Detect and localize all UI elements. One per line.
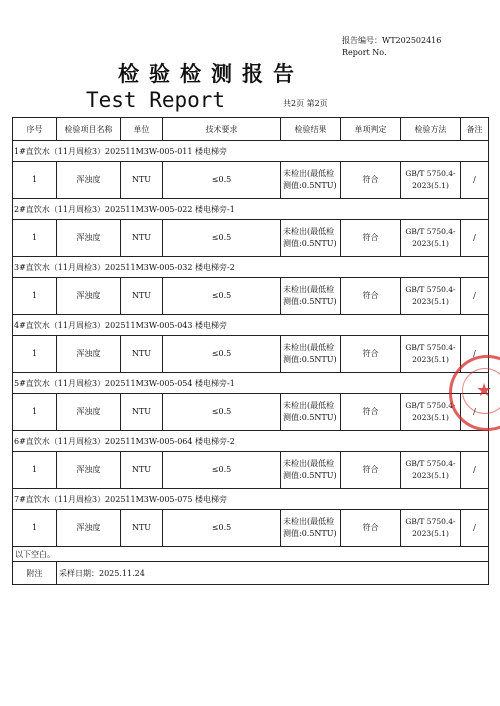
sample-title: 3#直饮水（11月周检3）202511M3W-005-032 楼电梯旁-2 (13, 257, 489, 278)
sample-title-row (13, 257, 489, 278)
item-name: 浑浊度 (57, 336, 121, 373)
item-name: 浑浊度 (57, 220, 121, 257)
item-name: 浑浊度 (57, 452, 121, 489)
item-judgement: 符合 (341, 220, 401, 257)
item-judgement: 符合 (341, 278, 401, 315)
item-requirement: ≤0.5 (163, 278, 281, 315)
test-item-row (13, 394, 489, 431)
blank-row (13, 547, 489, 562)
item-requirement: ≤0.5 (163, 452, 281, 489)
test-item-row (13, 336, 489, 373)
col-header: 检验方法 (401, 118, 461, 141)
item-result: 未检出(最低检测值:0.5NTU) (281, 336, 341, 373)
sample-title-row (13, 315, 489, 336)
report-number: 报告编号：WT202502416 (342, 36, 442, 45)
item-no: 1 (13, 452, 57, 489)
item-no: 1 (13, 278, 57, 315)
col-header: 备注 (461, 118, 489, 141)
test-item-row (13, 510, 489, 547)
item-no: 1 (13, 336, 57, 373)
page-info: 共2页 第2页 (283, 99, 328, 108)
item-requirement: ≤0.5 (163, 394, 281, 431)
item-unit: NTU (121, 510, 163, 547)
item-no: 1 (13, 510, 57, 547)
item-remark: / (461, 452, 489, 489)
item-remark: / (461, 162, 489, 199)
header-row (13, 118, 489, 141)
sample-title: 6#直饮水（11月周检3）202511M3W-005-064 楼电梯旁-2 (13, 431, 489, 452)
test-item-row (13, 278, 489, 315)
item-requirement: ≤0.5 (163, 336, 281, 373)
item-unit: NTU (121, 220, 163, 257)
item-judgement: 符合 (341, 162, 401, 199)
item-remark: / (461, 510, 489, 547)
item-judgement: 符合 (341, 394, 401, 431)
blank-note: 以下空白。 (13, 547, 489, 562)
col-header: 序号 (13, 118, 57, 141)
title-cn: 检验检测报告 (118, 61, 304, 86)
item-judgement: 符合 (341, 510, 401, 547)
item-name: 浑浊度 (57, 278, 121, 315)
test-item-row (13, 220, 489, 257)
item-method: GB/T 5750.4-2023(5.1) (401, 220, 461, 257)
item-remark: / (461, 278, 489, 315)
item-judgement: 符合 (341, 336, 401, 373)
test-item-row (13, 452, 489, 489)
item-unit: NTU (121, 394, 163, 431)
col-header: 单项判定 (341, 118, 401, 141)
item-judgement: 符合 (341, 452, 401, 489)
item-result: 未检出(最低检测值:0.5NTU) (281, 510, 341, 547)
item-unit: NTU (121, 452, 163, 489)
sample-title: 2#直饮水（11月周检3）202511M3W-005-022 楼电梯旁-1 (13, 199, 489, 220)
item-unit: NTU (121, 162, 163, 199)
report-table (12, 117, 489, 585)
sample-title-row (13, 199, 489, 220)
item-result: 未检出(最低检测值:0.5NTU) (281, 452, 341, 489)
col-header: 检验项目名称 (57, 118, 121, 141)
item-requirement: ≤0.5 (163, 510, 281, 547)
item-remark: / (461, 394, 489, 431)
seal-star-icon: ★ (476, 380, 493, 401)
sample-title-row (13, 141, 489, 162)
item-requirement: ≤0.5 (163, 162, 281, 199)
note-label: 附注 (13, 562, 57, 585)
item-name: 浑浊度 (57, 394, 121, 431)
test-item-row (13, 162, 489, 199)
sample-title: 5#直饮水（11月周检3）202511M3W-005-054 楼电梯旁-1 (13, 373, 489, 394)
item-name: 浑浊度 (57, 510, 121, 547)
item-result: 未检出(最低检测值:0.5NTU) (281, 220, 341, 257)
item-remark: / (461, 220, 489, 257)
sample-title: 7#直饮水（11月周检3）202511M3W-005-075 楼电梯旁 (13, 489, 489, 510)
item-requirement: ≤0.5 (163, 220, 281, 257)
item-remark: / (461, 336, 489, 373)
item-no: 1 (13, 162, 57, 199)
note-value: 采样日期：2025.11.24 (57, 562, 489, 585)
item-method: GB/T 5750.4-2023(5.1) (401, 510, 461, 547)
sample-title: 4#直饮水（11月周检3）202511M3W-005-043 楼电梯旁 (13, 315, 489, 336)
item-unit: NTU (121, 336, 163, 373)
item-result: 未检出(最低检测值:0.5NTU) (281, 162, 341, 199)
item-result: 未检出(最低检测值:0.5NTU) (281, 278, 341, 315)
item-method: GB/T 5750.4-2023(5.1) (401, 394, 461, 431)
item-name: 浑浊度 (57, 162, 121, 199)
col-header: 技术要求 (163, 118, 281, 141)
col-header: 检验结果 (281, 118, 341, 141)
item-method: GB/T 5750.4-2023(5.1) (401, 162, 461, 199)
item-unit: NTU (121, 278, 163, 315)
item-no: 1 (13, 220, 57, 257)
note-row (13, 562, 489, 585)
item-method: GB/T 5750.4-2023(5.1) (401, 278, 461, 315)
sample-title-row (13, 431, 489, 452)
sample-title-row (13, 373, 489, 394)
item-method: GB/T 5750.4-2023(5.1) (401, 452, 461, 489)
title-en: Test Report (86, 88, 226, 112)
sample-title-row (13, 489, 489, 510)
item-result: 未检出(最低检测值:0.5NTU) (281, 394, 341, 431)
item-method: GB/T 5750.4-2023(5.1) (401, 336, 461, 373)
report-number-en: Report No. (342, 48, 387, 57)
col-header: 单位 (121, 118, 163, 141)
sample-title: 1#直饮水（11月周检3）202511M3W-005-011 楼电梯旁 (13, 141, 489, 162)
item-no: 1 (13, 394, 57, 431)
